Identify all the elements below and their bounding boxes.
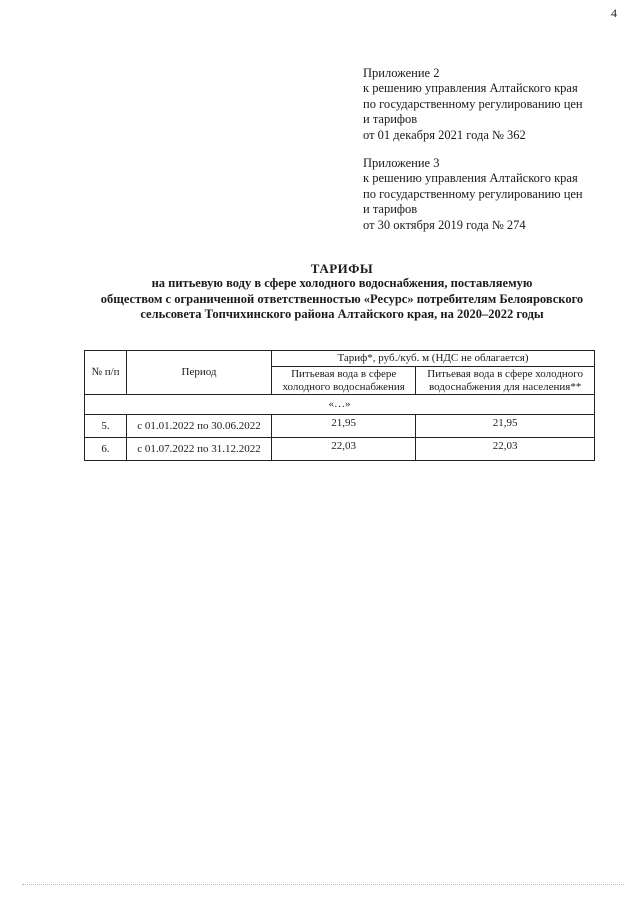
appendix-2-line: к решению управления Алтайского края xyxy=(363,81,578,96)
appendix-3-line: от 30 октября 2019 года № 274 xyxy=(363,217,526,232)
appendix-2-line: Приложение 2 xyxy=(363,66,440,80)
row-period: с 01.01.2022 по 30.06.2022 xyxy=(127,415,272,438)
table-row xyxy=(85,415,595,438)
title-line: обществом с ограниченной ответственностью «Ресурс» потребителям Белояровского xyxy=(100,291,584,306)
row-period: с 01.07.2022 по 31.12.2022 xyxy=(127,438,272,461)
row-num: 5. xyxy=(85,415,127,438)
scan-edge-line xyxy=(22,884,624,885)
appendix-2-block xyxy=(363,66,633,143)
appendix-3-line: Приложение 3 xyxy=(363,156,440,170)
page-number: 4 xyxy=(611,6,617,20)
title-heading: ТАРИФЫ xyxy=(310,261,374,276)
row-tariff-population: 22,03 xyxy=(416,438,595,461)
row-tariff-cold-water: 21,95 xyxy=(272,415,416,438)
tariff-table xyxy=(84,350,595,461)
appendix-3-block xyxy=(363,156,633,233)
appendix-3-line: к решению управления Алтайского края xyxy=(363,171,578,186)
appendix-2-line: по государственному регулированию цен xyxy=(363,96,583,111)
title-line: на питьевую воду в сфере холодного водоснабжения, поставляемую xyxy=(151,276,533,291)
title-line: сельсовета Топчихинского района Алтайского края, на 2020–2022 годы xyxy=(140,307,544,322)
header-period: Период xyxy=(127,351,272,395)
appendix-3-line: и тарифов xyxy=(363,202,418,217)
document-title xyxy=(60,261,624,323)
header-num: № п/п xyxy=(85,351,127,395)
header-tariff-population: Питьевая вода в сфере холодного водоснабжения для населения** xyxy=(416,367,595,395)
row-tariff-cold-water: 22,03 xyxy=(272,438,416,461)
header-tariff-cold-water: Питьевая вода в сфере холодного водоснабжения xyxy=(272,367,416,395)
table-row xyxy=(85,438,595,461)
appendix-2-line: и тарифов xyxy=(363,112,418,127)
row-num: 6. xyxy=(85,438,127,461)
appendix-2-line: от 01 декабря 2021 года № 362 xyxy=(363,127,526,142)
row-tariff-population: 21,95 xyxy=(416,415,595,438)
ellipsis-cell: «…» xyxy=(85,395,595,415)
header-tariff-group: Тариф*, руб./куб. м (НДС не облагается) xyxy=(272,351,595,367)
appendix-3-line: по государственному регулированию цен xyxy=(363,186,583,201)
